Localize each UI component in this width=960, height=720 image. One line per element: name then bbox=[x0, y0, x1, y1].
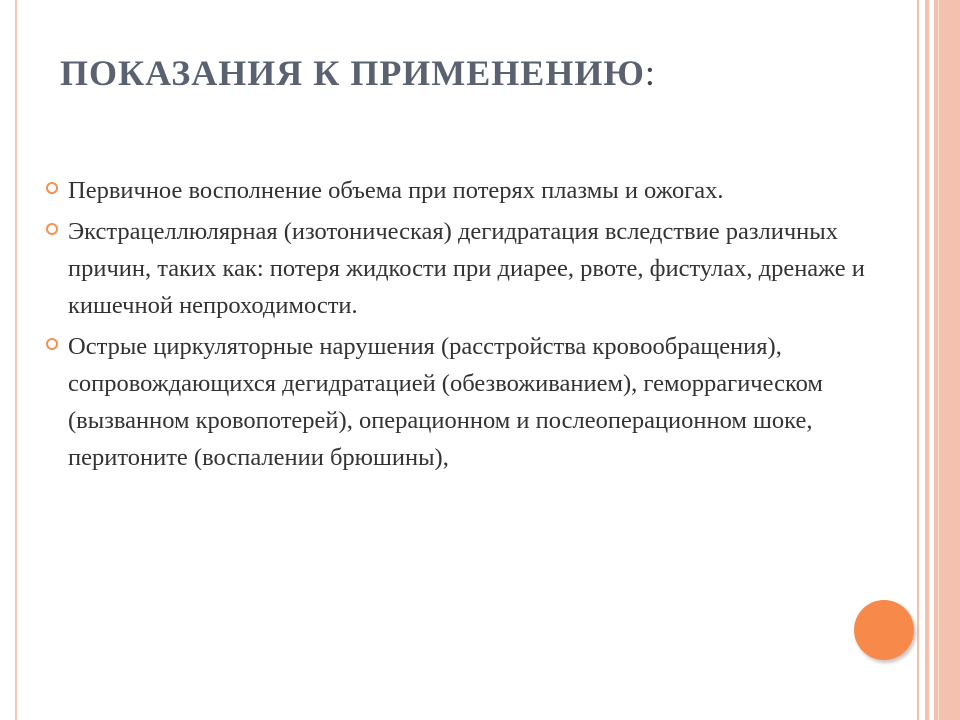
bullet-circle-icon bbox=[46, 182, 58, 194]
slide-title bbox=[60, 52, 656, 94]
bullet-circle-icon bbox=[46, 223, 58, 235]
slide-title-text: ПОКАЗАНИЯ К ПРИМЕНЕНИЮ bbox=[60, 53, 645, 93]
slide-title-colon: : bbox=[644, 53, 656, 93]
bullet-text: Первичное восполнение объема при потерях плазмы и ожогах. bbox=[68, 177, 724, 204]
bullet-item bbox=[46, 328, 866, 476]
bullet-list bbox=[46, 172, 866, 480]
right-stripe-medium bbox=[925, 0, 929, 720]
bullet-text: Экстрацеллюлярная (изотоническая) дегидратация вследствие различных причин, таких как: потеря жидкости при диарее, рвоте, фистулах, дренаже и кишечной непроходимости. bbox=[68, 218, 865, 319]
left-border-line bbox=[15, 0, 17, 720]
bullet-item bbox=[46, 213, 866, 324]
bullet-text: Острые циркуляторные нарушения (расстройства кровообращения), сопровождающихся дегидратацией (обезвоживанием), геморрагическом (вызванном кровопотерей), операционном и послеоперационном шоке, перитоните (воспалении брюшины), bbox=[68, 333, 823, 471]
decorative-orange-circle bbox=[854, 600, 914, 660]
right-stripe-highlight bbox=[938, 0, 939, 720]
bullet-item bbox=[46, 172, 866, 209]
right-stripe-thin bbox=[917, 0, 919, 720]
bullet-circle-icon bbox=[46, 338, 58, 350]
